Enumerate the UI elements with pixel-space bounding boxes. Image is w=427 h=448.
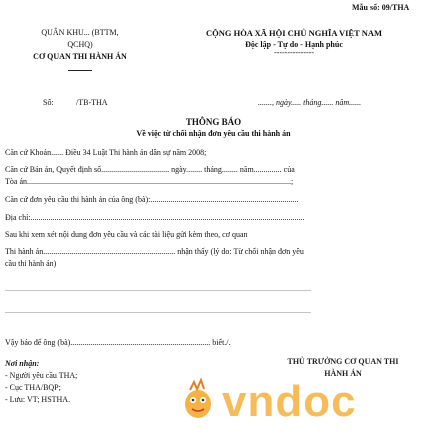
recipient-item: - Lưu: VT; HSTHA.	[5, 395, 71, 404]
number-suffix: /TB-THA	[76, 98, 108, 107]
body-line-agency-finding: Thi hành án.................................................................. nhận thấy (lý do: Từ chối nhận đơn yêu	[5, 247, 304, 256]
reason-dots-2: .........................................................................................................................................................	[5, 306, 311, 315]
motto-rule: ---------------	[274, 48, 314, 57]
watermark-logo	[222, 372, 420, 432]
issue-date: ......., ngày..... tháng...... năm......	[258, 98, 362, 107]
body-line-review: Sau khi xem xét nội dung đơn yêu cầu và các tài liệu gửi kèm theo, cơ quan	[5, 230, 248, 239]
recipients-heading: Nơi nhận:	[5, 359, 40, 368]
signature-title-1: THỦ TRƯỞNG CƠ QUAN THI	[287, 357, 399, 366]
motto: Độc lập - Tự do - Hạnh phúc	[245, 40, 343, 49]
org-line-1: QUÂN KHU... (BTTM,	[41, 28, 119, 37]
body-line-legal-basis: Căn cứ Khoản...... Điều 34 Luật Thi hành án dân sự năm 2008;	[5, 148, 207, 157]
body-line-judgment: Căn cứ Bản án, Quyết định số.................................. ngày........ tháng........ năm.............. của	[5, 165, 295, 174]
watermark-text: vndoc	[222, 377, 357, 426]
number-label: Số:	[43, 98, 54, 107]
mascot-icon	[178, 376, 218, 424]
agency-underline	[68, 70, 92, 71]
agency-name: CƠ QUAN THI HÀNH ÁN	[33, 52, 127, 61]
document-title: THÔNG BÁO	[185, 117, 242, 127]
body-line-address: Địa chỉ:.........................................................................................................................................	[5, 213, 305, 222]
country-name: CỘNG HÒA XÃ HỘI CHỦ NGHĨA VIỆT NAM	[205, 28, 383, 38]
notify-line: Vậy báo để ông (bà)...................................................................... biết./.	[5, 338, 231, 347]
form-number: Mẫu số: 09/THA	[352, 3, 410, 12]
recipient-item: - Người yêu cầu THA;	[5, 371, 78, 380]
body-line-court: Tòa án....................................................................................................................................;	[5, 177, 294, 186]
reason-dots-1: .........................................................................................................................................................	[5, 284, 311, 293]
org-line-2: QCHQ)	[67, 40, 93, 49]
body-line-reason: cầu thi hành án)	[5, 259, 57, 268]
document-subtitle: Về việc từ chối nhận đơn yêu cầu thi hành án	[136, 129, 291, 138]
recipient-item: - Cục THA/BQP;	[5, 383, 61, 392]
body-line-requester: Căn cứ đơn yêu cầu thi hành án của ông (bà):..........................................................................	[5, 195, 299, 204]
signature-title-2: HÀNH ÁN	[324, 369, 362, 378]
